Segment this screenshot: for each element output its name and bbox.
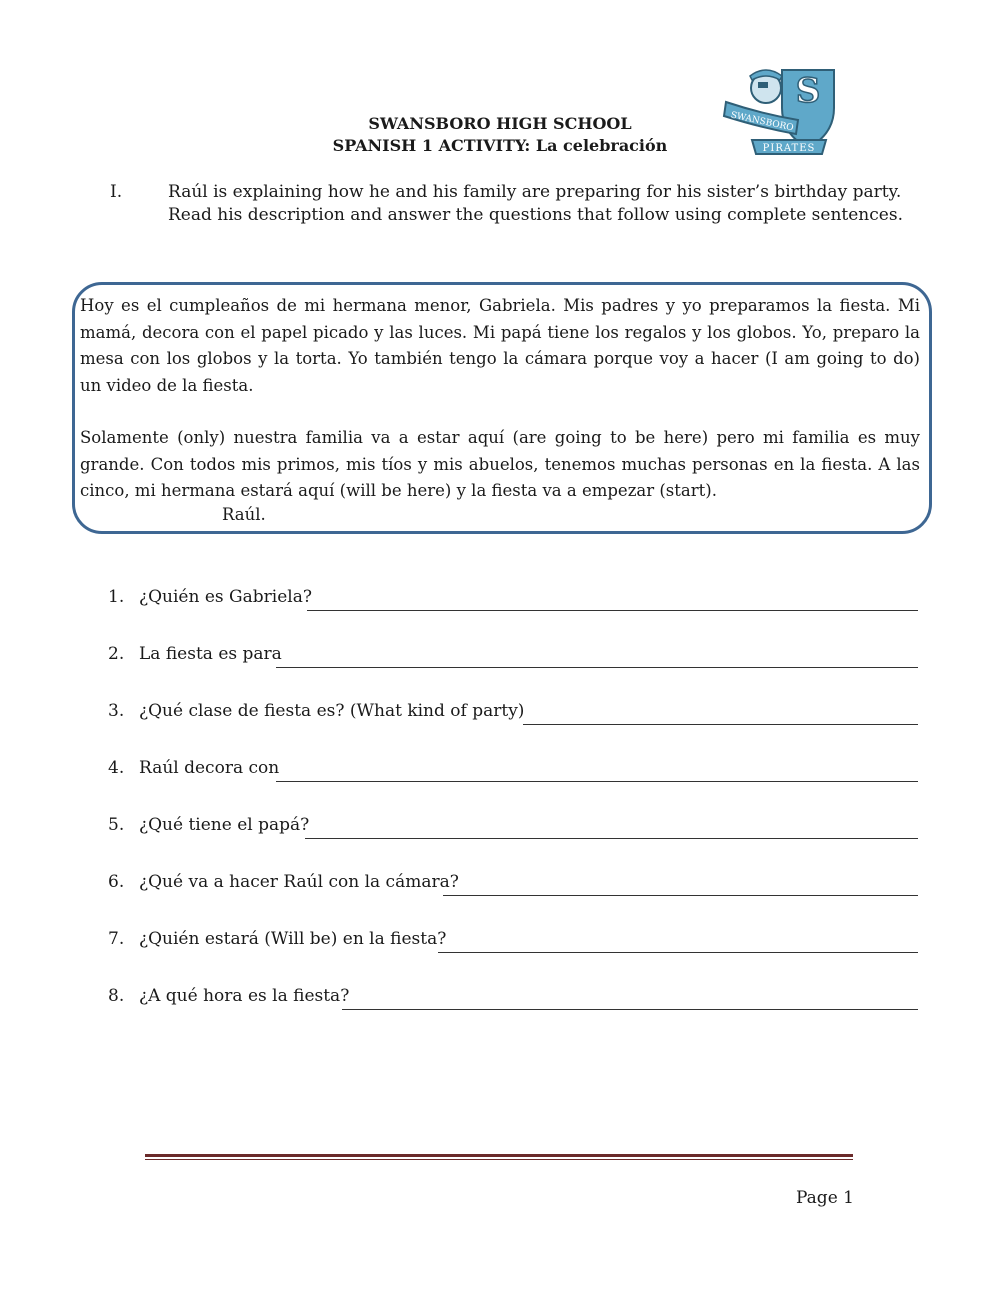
answer-line[interactable]: [276, 781, 918, 782]
answer-line[interactable]: [307, 610, 918, 611]
page-number: Page 1: [796, 1188, 854, 1208]
question-2: [108, 642, 918, 672]
passage-signature: Raúl.: [222, 505, 266, 524]
answer-line[interactable]: [438, 952, 918, 953]
question-8: [108, 984, 918, 1014]
answer-line[interactable]: [305, 838, 918, 839]
footer-rule-thin: [145, 1159, 853, 1160]
section-number: I.: [110, 182, 123, 202]
question-text: La fiesta es para: [139, 644, 282, 664]
eyepatch: [758, 82, 768, 88]
question-text: Raúl decora con: [139, 758, 280, 778]
question-7: [108, 927, 918, 957]
passage-paragraph-1: Hoy es el cumpleaños de mi hermana menor, Gabriela. Mis padres y yo preparamos la fiesta. Mi mamá, decora con el papel picado y las luces. Mi papá tiene los regalos y los globos. Yo, preparo la mesa con los globos y la torta. Yo también tengo la cámara porque voy a hacer (I am going to do) un video de la fiesta.: [80, 296, 920, 395]
question-number: 5.: [108, 815, 125, 835]
logo-letter: S: [795, 71, 821, 111]
answer-line[interactable]: [523, 724, 918, 725]
passage-paragraph-2: Solamente (only) nuestra familia va a estar aquí (are going to be here) pero mi familia es muy grande. Con todos mis primos, mis tíos y mis abuelos, tenemos muchas personas en la fiesta. A las cinco, mi hermana estará aquí (will be here) y la fiesta va a empezar (start).: [80, 428, 920, 500]
question-number: 7.: [108, 929, 125, 949]
question-number: 6.: [108, 872, 125, 892]
question-text: ¿Qué clase de fiesta es? (What kind of party): [139, 701, 525, 721]
question-4: [108, 756, 918, 786]
question-5: [108, 813, 918, 843]
question-text: ¿A qué hora es la fiesta?: [139, 986, 350, 1006]
question-number: 3.: [108, 701, 125, 721]
question-text: ¿Qué tiene el papá?: [139, 815, 310, 835]
question-number: 1.: [108, 587, 125, 607]
school-title: SWANSBORO HIGH SCHOOL: [368, 114, 632, 133]
question-text: ¿Qué va a hacer Raúl con la cámara?: [139, 872, 459, 892]
section-instructions: Raúl is explaining how he and his family are preparing for his sister’s birthday party. Read his description and answer the questions that follow using complete sentences.: [168, 182, 903, 225]
footer-rule: [145, 1154, 853, 1157]
question-3: [108, 699, 918, 729]
question-number: 2.: [108, 644, 125, 664]
logo-ribbon-text: PIRATES: [762, 143, 816, 154]
answer-line[interactable]: [276, 667, 918, 668]
question-number: 8.: [108, 986, 125, 1006]
logo-banner-text: SWANSBORO: [729, 110, 795, 134]
question-6: [108, 870, 918, 900]
question-text: ¿Quién estará (Will be) en la fiesta?: [139, 929, 447, 949]
answer-line[interactable]: [443, 895, 918, 896]
activity-title: SPANISH 1 ACTIVITY: La celebración: [332, 136, 668, 155]
question-1: [108, 585, 918, 615]
question-number: 4.: [108, 758, 125, 778]
answer-line[interactable]: [342, 1009, 918, 1010]
question-text: ¿Quién es Gabriela?: [139, 587, 312, 607]
